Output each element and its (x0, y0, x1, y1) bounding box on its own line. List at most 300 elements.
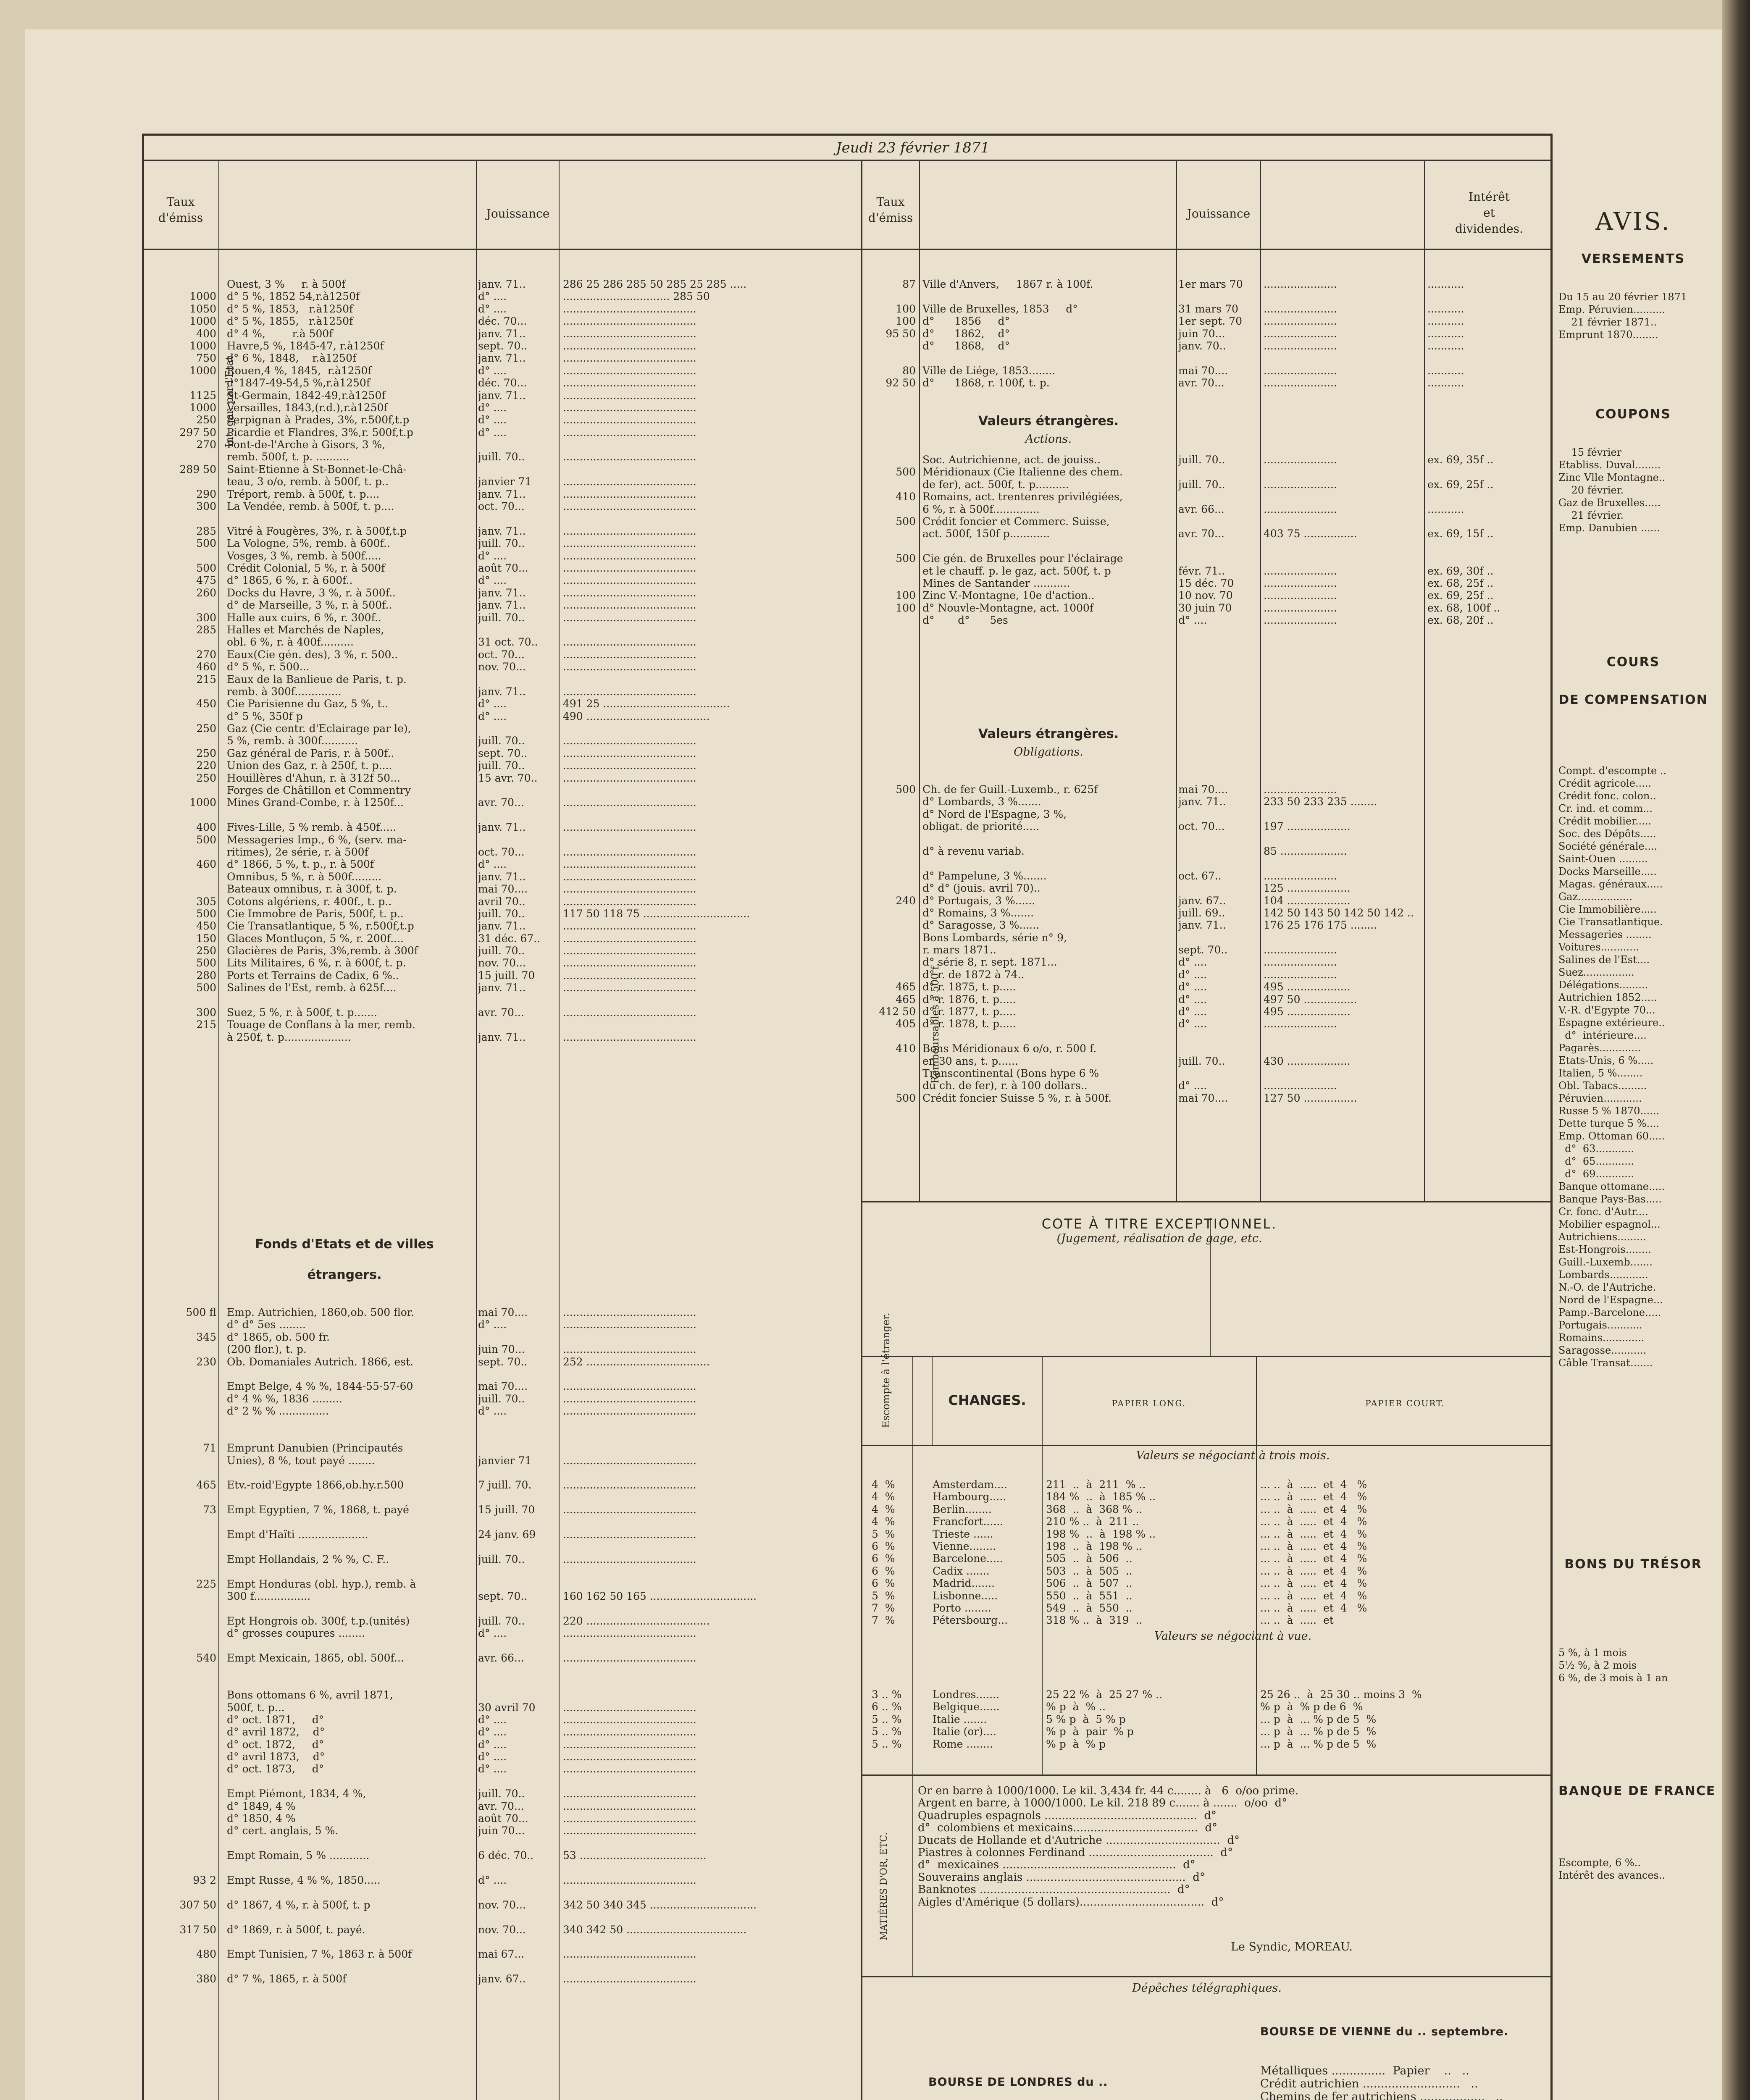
table-cell: Magas. généraux..... (1558, 878, 1663, 890)
table-cell (863, 1030, 916, 1042)
table-cell: 430 ................... (1264, 1055, 1351, 1067)
cours-title: COURS (1606, 655, 1660, 669)
table-cell: d° 1865, 6 %, r. à 600f.. (227, 574, 353, 587)
table-cell: Soc. des Dépôts..... (1558, 828, 1656, 840)
table-cell: ... p à ... % p de 5 % (1260, 1713, 1377, 1725)
table-cell (563, 1862, 859, 1874)
table-cell: % p à pair % p (1046, 1725, 1134, 1738)
changes-long-column (1046, 1478, 1252, 1627)
table-cell: 220 ..................................... (563, 1614, 710, 1627)
table-cell: 540 (196, 1651, 216, 1664)
table-cell (1178, 552, 1259, 564)
table-cell: Suez, 5 %, r. à 500f, t. p....... (227, 1006, 378, 1019)
table-cell (478, 834, 558, 846)
table-cell: ........................................ (563, 1788, 696, 1800)
table-cell: Crédit foncier Suisse 5 %, r. à 500f. (922, 1092, 1112, 1104)
table-cell: d° .... (478, 414, 507, 426)
table-cell: 125 ................... (1264, 882, 1351, 895)
table-cell: Argent en barre, à 1000/1000. Le kil. 218 89 c....... à ....... o/oo d° (918, 1797, 1288, 1810)
table-cell: Empt Romain, 5 % ............ (227, 1849, 370, 1862)
table-cell: d° d° 5es ........ (227, 1318, 306, 1331)
table-cell: 6 % (872, 1564, 895, 1577)
table-cell: d° 5 %, 1853, r.à1250f (227, 302, 353, 315)
table-cell: 184 % .. à 185 % .. (1046, 1491, 1156, 1503)
table-cell: mai 70.... (1178, 364, 1228, 377)
table-cell: Gaz de Bruxelles..... (1558, 497, 1661, 509)
table-cell: oct. 70... (478, 845, 525, 858)
table-cell: 495 ................... (1264, 1005, 1351, 1018)
table-cell: Banknotes ....................................................... d° (918, 1884, 1190, 1896)
table-cell: 5 .. % (872, 1725, 902, 1738)
table-cell: Glacières de Paris, 3%,remb. à 300f (227, 945, 418, 957)
table-cell: obl. 6 %, r. à 400f.......... (227, 636, 354, 648)
table-cell: 400 (196, 821, 216, 834)
table-cell: ........... (1427, 503, 1464, 515)
right-interet-header: Intérêt et dividendes. (1455, 190, 1523, 236)
table-cell: 5 % (872, 1589, 895, 1602)
trois-mois-label: Valeurs se négociant à trois mois. (1136, 1449, 1330, 1462)
table-cell: Londres....... (933, 1688, 999, 1701)
table-cell (478, 1565, 558, 1578)
table-cell: Union des Gaz, r. à 250f, t. p.... (227, 759, 392, 772)
table-cell (145, 451, 216, 463)
table-cell (1427, 491, 1551, 503)
table-cell (145, 599, 216, 611)
issue-date: Jeudi 23 février 1871 (836, 139, 990, 156)
table-cell: Cadix ....... (933, 1564, 990, 1577)
coupons-title: COUPONS (1595, 407, 1671, 422)
table-cell: 410 (896, 1042, 916, 1055)
table-cell: 15 juill. 70 (478, 1504, 535, 1516)
table-cell: ........................................ (563, 1763, 696, 1775)
table-cell: 495 ................... (1264, 981, 1351, 993)
left-jouissance-divider (476, 160, 477, 2100)
table-cell: Bateaux omnibus, r. à 300f, t. p. (227, 883, 397, 895)
table-cell (563, 1541, 859, 1553)
table-cell: Pamp.-Barcelone..... (1558, 1307, 1661, 1318)
table-cell (563, 1018, 859, 1031)
table-cell: 250 (196, 747, 216, 759)
table-cell: d° 7 %, 1865, r. à 500f (227, 1973, 347, 1985)
table-cell: ........................................ (563, 1948, 696, 1961)
table-cell: mai 70.... (478, 1380, 528, 1393)
table-cell (563, 1936, 859, 1948)
table-cell: 6 .. % (872, 1701, 902, 1713)
table-cell: Cie Transatlantique, 5 %, r.500f,t.p (227, 920, 414, 932)
table-cell: Piastres à colonnes Ferdinand .................................... d° (918, 1846, 1233, 1859)
table-cell (1264, 466, 1423, 478)
table-cell: ........................................ (563, 945, 696, 957)
table-cell: Empt Tunisien, 7 %, 1863 r. à 500f (227, 1948, 412, 1961)
table-cell: 305 (196, 895, 216, 908)
table-cell: 500 (896, 466, 916, 478)
table-cell (563, 463, 859, 475)
table-cell (145, 1751, 216, 1763)
left-jouissance-header: Jouissance (486, 207, 550, 220)
table-cell (1178, 466, 1259, 478)
table-cell (1264, 1030, 1423, 1042)
table-cell: janv. 71.. (478, 278, 526, 290)
table-cell: août 70... (478, 562, 528, 574)
table-cell (563, 1911, 859, 1923)
table-cell (478, 1430, 558, 1442)
table-cell: 6 déc. 70.. (478, 1849, 534, 1862)
table-cell: à 250f, t. p.................... (227, 1031, 351, 1043)
table-cell (478, 784, 558, 796)
table-cell: Forges de Châtillon et Commentry (227, 784, 411, 797)
table-cell: Amsterdam.... (933, 1478, 1007, 1491)
table-cell (563, 784, 859, 796)
table-cell: juin 70... (1178, 327, 1225, 340)
table-cell (227, 1602, 475, 1614)
table-cell (145, 1615, 216, 1627)
left-taux-divider (218, 160, 219, 2100)
table-cell: Empt Mexicain, 1865, obl. 500f... (227, 1651, 404, 1664)
table-cell: janv. 71.. (478, 327, 526, 340)
table-cell: d° 5 %, r. 500... (227, 661, 310, 673)
table-cell: ........................................ (563, 895, 696, 908)
table-cell: Banque ottomane..... (1558, 1181, 1665, 1192)
table-cell: Empt Piémont, 1834, 4 %, (227, 1788, 366, 1800)
table-cell: d° .... (478, 290, 507, 303)
table-cell: 21 février 1871.. (1558, 316, 1657, 328)
table-cell (145, 883, 216, 895)
table-cell: sept. 70.. (1178, 944, 1228, 956)
table-cell: d° .... (1178, 981, 1207, 993)
table-cell: Crédit agricole..... (1558, 777, 1652, 789)
table-cell: sept. 70.. (478, 1355, 528, 1368)
table-cell: 500 (896, 1092, 916, 1104)
table-cell: janv. 71.. (478, 685, 526, 698)
table-cell (145, 1467, 216, 1479)
table-cell: 85 .................... (1264, 845, 1347, 857)
table-cell: Berlin........ (933, 1503, 992, 1515)
table-cell (563, 994, 859, 1006)
table-cell: Lits Militaires, 6 %, r. à 600f, t. p. (227, 957, 406, 969)
table-cell: juill. 69.. (1178, 906, 1225, 919)
table-cell: d° Nouvle-Montagne, act. 1000f (922, 601, 1094, 614)
table-cell (863, 795, 916, 808)
table-cell: mai 70.... (478, 883, 528, 895)
table-cell (227, 1565, 475, 1578)
table-cell: Mobilier espagnol... (1558, 1218, 1661, 1230)
table-cell: 100 (896, 302, 916, 315)
table-cell: 1er sept. 70 (1178, 315, 1242, 328)
table-cell: juill. 70.. (478, 537, 525, 550)
table-cell: 215 (196, 1018, 216, 1031)
right-cours-divider (1260, 160, 1261, 1201)
table-cell: 286 25 286 285 50 285 25 285 ..... (563, 278, 747, 290)
table-cell: 10 nov. 70 (1178, 589, 1233, 602)
changes-place-column (933, 1478, 1040, 1627)
table-cell (478, 1961, 558, 1973)
table-cell: ........................................ (563, 1824, 696, 1837)
table-cell: 250 (196, 722, 216, 735)
table-cell: janv. 67.. (478, 1973, 526, 1985)
table-cell (227, 1911, 475, 1923)
table-cell (1178, 808, 1259, 820)
table-cell: ... .. à ..... et 4 % (1260, 1478, 1367, 1491)
table-cell (1178, 1042, 1259, 1055)
table-cell (145, 1714, 216, 1726)
table-cell (145, 1800, 216, 1812)
table-cell (478, 1491, 558, 1504)
table-cell: ........................................ (563, 845, 696, 858)
table-cell: 460 (196, 661, 216, 673)
table-cell (563, 1442, 859, 1454)
escompte-divider (912, 1356, 913, 1976)
table-cell (563, 1837, 859, 1849)
table-cell: Hambourg..... (933, 1491, 1006, 1503)
table-cell (863, 478, 916, 491)
table-cell: 21 février. (1558, 509, 1624, 521)
table-cell: Nord de l'Espagne... (1558, 1294, 1663, 1306)
table-cell: d° .... (1178, 993, 1207, 1005)
table-cell (863, 1055, 916, 1067)
cote-exceptionnel: COTE À TITRE EXCEPTIONNEL. (Jugement, réalisation de gage, etc. (1041, 1216, 1277, 1245)
table-cell: Versailles, 1843,(r.d.),r.à1250f (227, 401, 388, 414)
table-cell: avr. 70... (478, 1006, 524, 1019)
table-cell (478, 512, 558, 525)
table-cell (145, 1553, 216, 1565)
table-cell: ... .. à ..... et 4 % (1260, 1552, 1367, 1565)
bons-tresor-title: BONS DU TRÉSOR (1564, 1557, 1702, 1572)
table-cell: ........................................ (563, 982, 696, 994)
table-cell: d° r. de 1872 à 74.. (922, 968, 1025, 981)
table-cell: mai 70.... (1178, 783, 1228, 795)
table-cell: Unies), 8 %, tout payé ........ (227, 1454, 375, 1467)
table-cell (227, 1418, 475, 1430)
table-cell: ...................... (1264, 364, 1337, 377)
table-cell: d° Portugais, 3 %...... (922, 894, 1035, 907)
table-cell: Délégations......... (1558, 979, 1648, 991)
table-cell (478, 1837, 558, 1849)
table-cell: 100 (896, 589, 916, 602)
matieres-rule (861, 1774, 1553, 1776)
table-cell: 500 (196, 562, 216, 574)
table-cell: d°1847-49-54,5 %,r.à1250f (227, 377, 370, 389)
table-cell: d° .... (478, 1713, 507, 1726)
table-cell: juin 70... (478, 1824, 525, 1837)
table-cell (145, 1640, 216, 1652)
table-cell: ........... (1427, 278, 1464, 290)
table-cell (478, 722, 558, 735)
table-cell (145, 1812, 216, 1824)
table-cell: d° .... (478, 698, 507, 710)
table-cell (563, 1368, 859, 1380)
table-cell: ........................................ (563, 883, 696, 895)
table-cell: d° .... (478, 574, 507, 587)
fonds-taux-column (145, 1306, 216, 1985)
table-cell: Emprunt Danubien (Principautés (227, 1442, 403, 1454)
table-cell: 220 (196, 759, 216, 772)
table-cell: oct. 70... (478, 500, 525, 513)
table-cell: 252 ..................................... (563, 1355, 710, 1368)
table-cell: avril 70.. (478, 895, 526, 908)
table-cell (478, 1936, 558, 1948)
table-cell: Mines Grand-Combe, r. à 1250f... (227, 796, 404, 809)
avis-title: AVIS. (1595, 207, 1671, 236)
table-cell (145, 1393, 216, 1405)
table-cell (863, 540, 916, 552)
table-cell: 3 .. % (872, 1688, 902, 1701)
changes-title: CHANGES. (948, 1392, 1026, 1408)
table-cell: 240 (896, 894, 916, 907)
table-cell: 30 avril 70 (478, 1701, 536, 1714)
table-cell (563, 1775, 859, 1788)
table-cell (1264, 491, 1423, 503)
table-cell: sept. 70.. (478, 339, 528, 352)
right-taux-column (863, 278, 916, 389)
table-cell: janv. 71.. (478, 488, 526, 500)
long-court-divider (1256, 1356, 1257, 1774)
table-cell: ... p à ... % p de 5 % (1260, 1738, 1377, 1750)
actions-taux-column (863, 454, 916, 626)
table-cell: Pétersbourg... (933, 1614, 1008, 1627)
table-cell: 5 %, remb. à 300f........... (227, 735, 358, 747)
table-cell (227, 1961, 475, 1973)
table-cell: Etats-Unis, 6 %..... (1558, 1055, 1654, 1066)
table-cell: janv. 71.. (478, 599, 526, 612)
table-cell: Emprunt 1870........ (1558, 329, 1658, 341)
table-cell: 380 (196, 1973, 216, 1985)
table-cell: (200 flor.), t. p. (227, 1343, 307, 1356)
table-cell: 1125 (189, 389, 216, 402)
fonds-jouissance-column (478, 1306, 558, 1985)
table-cell: Etabliss. Duval........ (1558, 459, 1661, 471)
table-cell: d° oct. 1871, d° (227, 1713, 324, 1726)
table-cell: Emp. Autrichien, 1860,ob. 500 flor. (227, 1306, 414, 1318)
table-cell (478, 624, 558, 636)
table-cell: juill. 70.. (478, 1614, 525, 1627)
table-cell (563, 1565, 859, 1578)
table-cell: Mines de Santander ........... (922, 577, 1070, 589)
table-cell: ........................................ (563, 1713, 696, 1726)
table-cell: ........................................ (563, 488, 696, 500)
table-cell: ........................................ (563, 648, 696, 661)
table-cell: 198 % .. à 198 % .. (1046, 1528, 1156, 1540)
table-cell (478, 1886, 558, 1898)
table-cell: Escompte, 6 %.. (1558, 1857, 1641, 1869)
table-cell (145, 846, 216, 858)
table-cell (478, 1467, 558, 1479)
table-cell (227, 1430, 475, 1442)
table-cell (145, 1516, 216, 1528)
table-cell: 280 (196, 969, 216, 982)
table-cell: Porto ........ (933, 1601, 991, 1614)
table-cell: St-Germain, 1842-49,r.à1250f (227, 389, 386, 402)
table-cell: d° .... (478, 710, 507, 722)
table-cell (145, 1837, 216, 1849)
table-cell: ritimes), 2e série, r. à 500f (227, 845, 368, 858)
table-cell: ... .. à ..... et 4 % (1260, 1577, 1367, 1590)
table-cell: Quadruples espagnols ............................................ d° (918, 1809, 1217, 1822)
right-jouissance-column (1178, 278, 1259, 389)
table-cell (863, 919, 916, 931)
table-cell: 500 (896, 552, 916, 565)
cote-rule (861, 1201, 1553, 1202)
table-cell: 1000 (189, 339, 216, 352)
table-cell: ........................................ (563, 327, 696, 340)
table-cell: d° colombiens et mexicains.................................... d° (918, 1822, 1217, 1835)
table-cell: 127 50 ................ (1264, 1092, 1357, 1104)
table-cell (478, 1602, 558, 1614)
table-cell (1178, 515, 1259, 528)
table-cell (478, 1442, 558, 1454)
table-cell (145, 1541, 216, 1553)
table-cell: 100 (896, 601, 916, 614)
table-cell: d° 6 %, 1848, r.à1250f (227, 352, 357, 365)
table-cell: juill. 70.. (478, 907, 525, 920)
table-cell (145, 1824, 216, 1837)
table-cell: 260 (196, 586, 216, 599)
table-cell: ........................................ (563, 870, 696, 883)
table-cell: ........................................ (563, 932, 696, 945)
table-cell: Empt Belge, 4 % %, 1844-55-57-60 (227, 1380, 413, 1393)
table-cell: 503 .. à 505 .. (1046, 1564, 1133, 1577)
table-cell: 5½ %, à 2 mois (1558, 1659, 1637, 1671)
left-taux-column (145, 278, 216, 1043)
table-cell: Autrichiens......... (1558, 1231, 1646, 1243)
table-cell: 307 50 (179, 1898, 216, 1911)
table-cell: 405 (896, 1018, 916, 1030)
center-divider (861, 160, 862, 2100)
table-cell: avr. 66... (1178, 503, 1224, 515)
table-cell: ........................................ (563, 414, 696, 426)
table-cell: ........................................ (563, 1528, 696, 1541)
table-cell: 460 (196, 858, 216, 871)
table-cell: 506 .. à 507 .. (1046, 1577, 1133, 1590)
table-cell (145, 1343, 216, 1355)
table-cell: 225 (196, 1578, 216, 1590)
table-cell: 15 juill. 70 (478, 969, 535, 982)
table-cell: d° grosses coupures ........ (227, 1627, 365, 1640)
table-cell: 6 % (872, 1577, 895, 1590)
table-cell: ........................................ (563, 661, 696, 673)
table-cell: 368 .. à 368 % .. (1046, 1503, 1143, 1515)
table-cell (145, 1788, 216, 1800)
matieres-list (918, 1785, 1548, 1908)
table-cell: ex. 68, 25f .. (1427, 577, 1494, 589)
table-cell (145, 475, 216, 488)
table-cell: 93 2 (193, 1874, 216, 1886)
table-cell: 215 (196, 673, 216, 685)
table-cell (145, 1911, 216, 1923)
avis-column (1558, 190, 1716, 1894)
table-cell: ...................... (1264, 564, 1337, 577)
table-cell: Barcelone..... (933, 1552, 1003, 1565)
table-cell: d° 1865, ob. 500 fr. (227, 1331, 330, 1343)
table-cell: ........................................ (563, 1343, 696, 1356)
table-cell: d° .... (1178, 1018, 1207, 1030)
fonds-title: Fonds d'Etats et de villes (255, 1237, 434, 1252)
versements-title: VERSEMENTS (1581, 252, 1685, 266)
table-cell (1264, 808, 1423, 820)
table-cell: 31 oct. 70.. (478, 636, 538, 648)
table-cell (1178, 290, 1259, 302)
table-cell: juill. 70.. (1178, 454, 1225, 466)
table-cell: 500 (196, 957, 216, 969)
table-cell: Emp. Ottoman 60..... (1558, 1130, 1665, 1142)
table-cell (863, 340, 916, 352)
table-cell: Transcontinental (Bons hype 6 % (922, 1067, 1099, 1079)
table-cell: ........................................ (563, 1726, 696, 1738)
table-cell (922, 290, 1175, 302)
table-cell (478, 1418, 558, 1430)
table-cell: ex. 69, 30f .. (1427, 564, 1494, 577)
table-cell (145, 1677, 216, 1689)
table-cell: d° 63............ (1558, 1143, 1634, 1155)
